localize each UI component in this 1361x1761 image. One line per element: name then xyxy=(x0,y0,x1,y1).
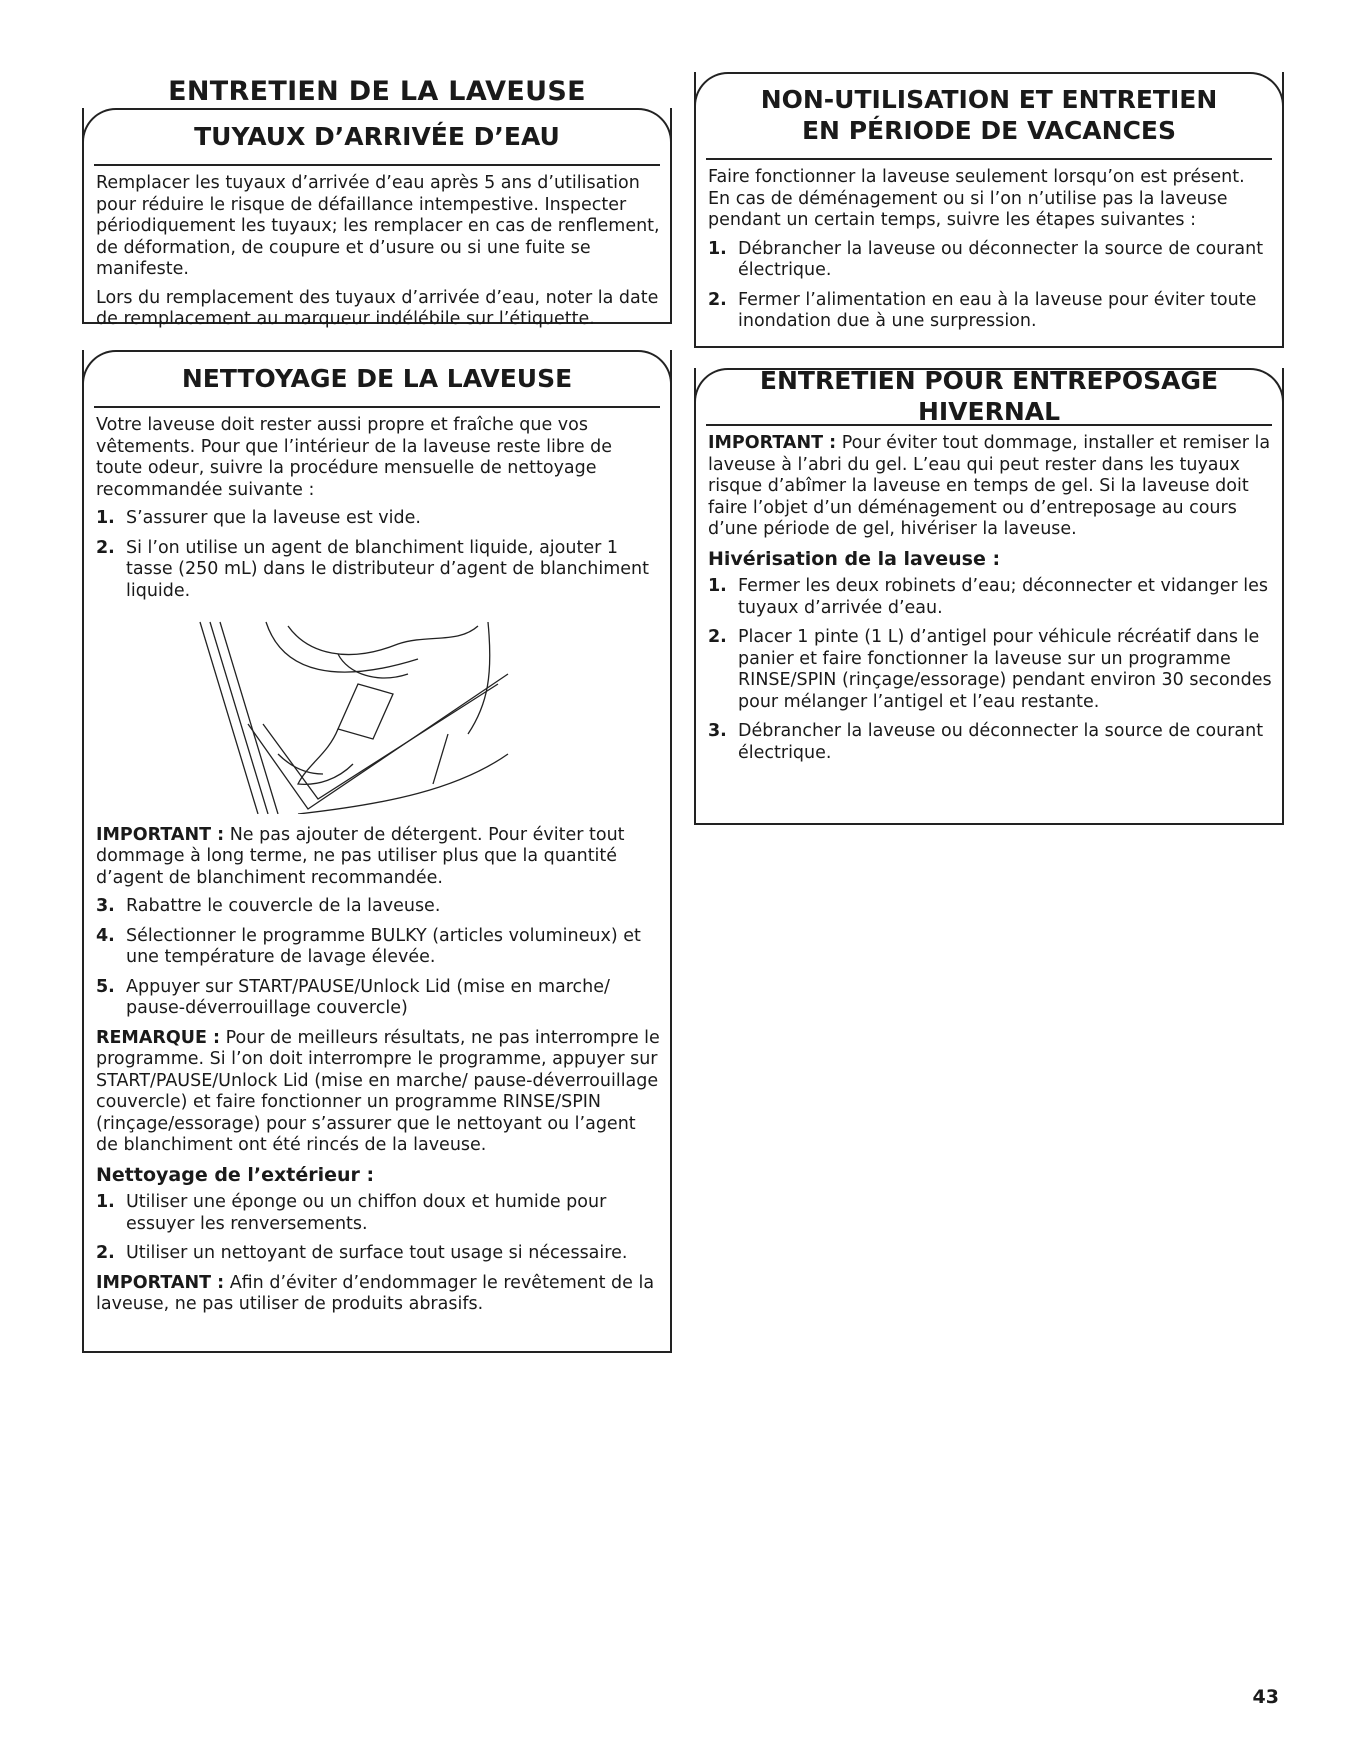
exterior-step-1: 1. Utiliser une éponge ou un chiffon doux et humide pour essuyer les renversements. xyxy=(96,1192,607,1234)
winter-storage-section xyxy=(694,368,1284,825)
exterior-step-2: 2. Utiliser un nettoyant de surface tout usage si nécessaire. xyxy=(96,1243,628,1263)
cleaning-step-1: 1. S’assurer que la laveuse est vide. xyxy=(96,508,421,528)
cleaning-important-2: IMPORTANT : Afin d’éviter d’endommager le revêtement de la laveuse, ne pas utiliser de produits abrasifs. xyxy=(96,1272,655,1314)
cleaning-header xyxy=(84,350,670,406)
winter-storage-heading: ENTRETIEN POUR ENTREPOSAGE HIVERNAL xyxy=(759,366,1219,426)
vacation-step-1: 1. Débrancher la laveuse ou déconnecter la source de courant électrique. xyxy=(708,238,1264,280)
winter-step-1: 1. Fermer les deux robinets d’eau; déconnecter et vidanger les tuyaux d’arrivée d’eau. xyxy=(708,576,1268,618)
exterior-cleaning-heading: Nettoyage de l’extérieur : xyxy=(96,1163,375,1186)
winterizing-heading: Hivérisation de la laveuse : xyxy=(708,547,1001,570)
cleaning-important-1: IMPORTANT : Ne pas ajouter de détergent. Pour éviter tout dommage à long terme, ne pas utiliser plus que la quantité d’agent de blanchiment recommandée. xyxy=(96,824,625,888)
inlet-hoses-heading: TUYAUX D’ARRIVÉE D’EAU xyxy=(194,121,560,151)
page-title: ENTRETIEN DE LA LAVEUSE xyxy=(168,76,586,107)
cleaning-step-2: 2. Si l’on utilise un agent de blanchiment liquide, ajouter 1 tasse (250 mL) dans le distributeur d’agent de blanchiment liquide. xyxy=(96,537,649,601)
cleaning-note: REMARQUE : Pour de meilleurs résultats, ne pas interrompre le programme. Si l’on doit interrompre le programme, appuyer sur START/PAUSE/Unlock Lid (mise en marche/ pause-déverrouillage couvercle) et faire fonctionner un programme RINSE/SPIN (rinçage/essorage) pour s’assurer que le nettoyant ou l’agent de blanchiment ont été rincés de la laveuse. xyxy=(96,1027,660,1155)
vacation-heading: NON-UTILISATION ET ENTRETIEN EN PÉRIODE DE VACANCES xyxy=(760,85,1218,145)
cleaning-step-3: 3. Rabattre le couvercle de la laveuse. xyxy=(96,896,441,916)
winter-step-3: 3. Débrancher la laveuse ou déconnecter la source de courant électrique. xyxy=(708,721,1264,763)
vacation-header xyxy=(696,72,1282,158)
cleaning-step-4: 4. Sélectionner le programme BULKY (articles volumineux) et une température de lavage élevée. xyxy=(96,925,641,967)
vacation-intro: Faire fonctionner la laveuse seulement lorsqu’on est présent. En cas de déménagement ou si l’on n’utilise pas la laveuse pendant un certain temps, suivre les étapes suivantes : xyxy=(708,167,1245,230)
winter-important: IMPORTANT : Pour éviter tout dommage, installer et remiser la laveuse à l’abri du gel. L’eau qui peut rester dans les tuyaux risque d’abîmer la laveuse en temps de gel. Si la laveuse doit faire l’objet d’un déménagement ou d’entreposage au cours d’une période de gel, hivériser la laveuse. xyxy=(708,433,1271,539)
inlet-hoses-paragraph-2: Lors du remplacement des tuyaux d’arrivée d’eau, noter la date de remplacement au marqueur indélébile sur l’étiquette. xyxy=(96,287,659,329)
vacation-section xyxy=(694,72,1284,348)
cleaning-step-5: 5. Appuyer sur START/PAUSE/Unlock Lid (mise en marche/ pause-déverrouillage couvercle) xyxy=(96,976,610,1018)
vacation-step-2: 2. Fermer l’alimentation en eau à la laveuse pour éviter toute inondation due à une surpression. xyxy=(708,289,1257,331)
winter-storage-header xyxy=(696,368,1282,424)
bleach-dispenser-illustration xyxy=(188,614,518,814)
winter-step-2: 2. Placer 1 pinte (1 L) d’antigel pour véhicule récréatif dans le panier et faire fonctionner la laveuse sur un programme RINSE/SPIN (rinçage/essorage) pendant environ 30 secondes pour mélanger l’antigel et l’eau restante. xyxy=(708,627,1272,712)
inlet-hoses-section xyxy=(82,108,672,329)
cleaning-intro: Votre laveuse doit rester aussi propre et fraîche que vos vêtements. Pour que l’intérieur de la laveuse reste libre de toute odeur, suivre la procédure mensuelle de nettoyage recommandée suivante : xyxy=(96,415,613,500)
cleaning-section xyxy=(82,350,672,1353)
inlet-hoses-paragraph-1: Remplacer les tuyaux d’arrivée d’eau après 5 ans d’utilisation pour réduire le risque de défaillance intempestive. Inspecter périodiquement les tuyaux; les remplacer en cas de renflement, de déformation, de coupure et d’usure ou si une fuite se manifeste. xyxy=(96,173,660,279)
inlet-hoses-header xyxy=(84,108,670,164)
cleaning-heading: NETTOYAGE DE LA LAVEUSE xyxy=(181,363,573,393)
page-number: 43 xyxy=(1252,1686,1279,1708)
